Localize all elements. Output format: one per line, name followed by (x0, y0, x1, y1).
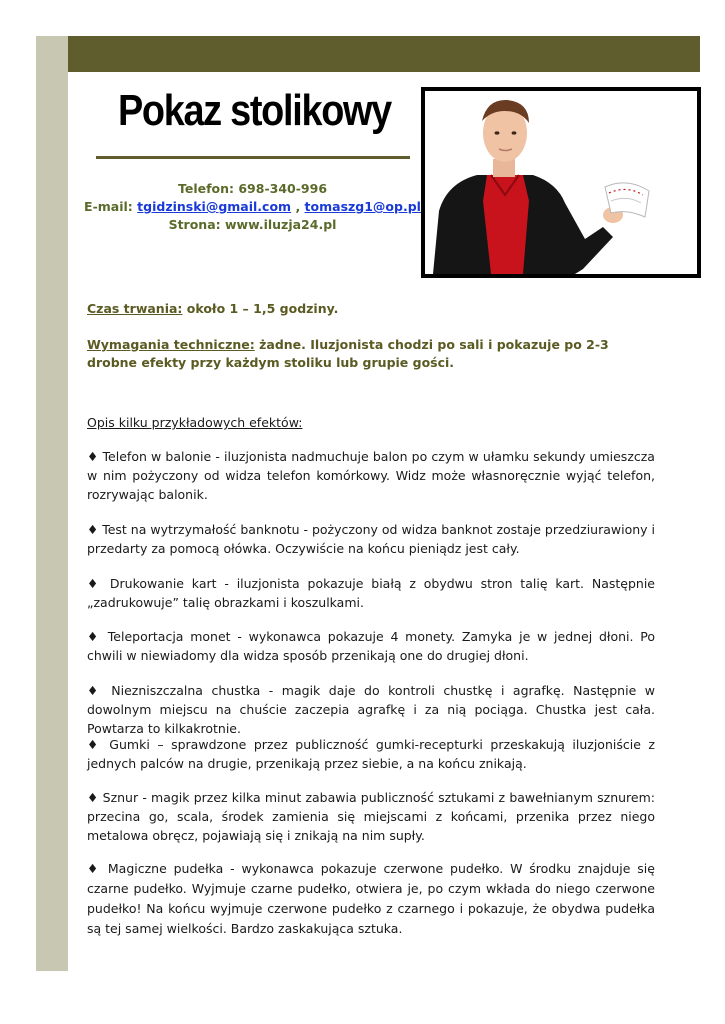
effect-text: Niezniszczalna chustka - magik daje do kontroli chustkę i agrafkę. Następnie w dowolnym miejscu na chuście zaczepia agrafkę i za nią pociąga. Chustka jest cała. Powtarza to kilkakrotnie. (87, 683, 655, 736)
effect-item (87, 574, 655, 612)
email-label: E-mail: (84, 199, 133, 214)
header-decor-bar (68, 36, 700, 72)
bullet-icon: ♦ (87, 790, 99, 805)
bullet-icon: ♦ (87, 522, 99, 537)
requirements-label: Wymagania techniczne: (87, 337, 255, 352)
side-decor-bar (36, 36, 68, 971)
page-title: Pokaz stolikowy (117, 86, 391, 135)
duration-value: około 1 – 1,5 godziny. (186, 301, 339, 316)
website-label: Strona: (168, 217, 221, 232)
effect-text: Magiczne pudełka - wykonawca pokazuje czerwone pudełko. W środku znajduje się czarne pudełko. Wyjmuje czarne pudełko, otwiera je, po czym wkłada do niego czerwone pudełko! Na końcu wyjmuje czerwone pudełko z czarnego i pokazuje, że obydwa pudełka są tej samej wielkości. Bardzo zaskakująca sztuka. (87, 861, 655, 936)
effect-text: Gumki – sprawdzone przez publiczność gumki-recepturki przeskakują iluzjoniście z jednych palców na drugie, przenikają przez siebie, a na końcu znikają. (87, 737, 655, 771)
effect-item (87, 447, 655, 504)
phone-line (80, 181, 425, 196)
website-url: www.iluzja24.pl (225, 217, 337, 232)
effect-text: Telefon w balonie - iluzjonista nadmuchuje balon po czym w ułamku sekundy umieszcza w nim pożyczony od widza telefon komórkowy. Widz może własnoręcznie wyjąć telefon, rozrywając balonik. (87, 449, 655, 502)
magician-photo (421, 87, 701, 278)
email-link-2[interactable]: tomaszg1@op.pl (304, 199, 421, 214)
requirements-block (87, 336, 653, 372)
bullet-icon: ♦ (87, 449, 99, 464)
effect-item (87, 681, 655, 738)
effects-heading-text: Opis kilku przykładowych efektów: (87, 415, 303, 430)
phone-label: Telefon: (177, 181, 234, 196)
effect-item (87, 859, 655, 939)
title-underline (96, 156, 410, 159)
bullet-icon: ♦ (87, 683, 103, 698)
effect-text: Test na wytrzymałość banknotu - pożyczony od widza banknot zostaje przedziurawiony i przedarty za pomocą ołówka. Oczywiście na końcu pieniądz jest cały. (87, 522, 656, 556)
effect-text: Teleportacja monet - wykonawca pokazuje 4 monety. Zamyka je w jednej dłoni. Po chwili w niewiadomy dla widza sposób przenikają one do drugiej dłoni. (87, 629, 655, 663)
effect-text: Sznur - magik przez kilka minut zabawia publiczność sztukami z bawełnianym sznurem: przecina go, scala, środek zamienia się miejscami z końcami, przenika przez niego metalowa obręcz, pojawiają się i znikają na nim supły. (87, 790, 655, 843)
effect-item (87, 735, 655, 773)
website-line (80, 217, 425, 232)
effect-item (87, 788, 655, 845)
magician-illustration (425, 91, 697, 274)
bullet-icon: ♦ (87, 576, 103, 591)
phone-number: 698-340-996 (238, 181, 328, 196)
email-separator: , (295, 199, 301, 214)
bullet-icon: ♦ (87, 629, 102, 644)
email-link-1[interactable]: tgidzinski@gmail.com (137, 199, 292, 214)
effect-text: Drukowanie kart - iluzjonista pokazuje białą z obydwu stron talię kart. Następnie „zadrukowuje” talię obrazkami i koszulkami. (87, 576, 655, 610)
effect-item (87, 627, 655, 665)
bullet-icon: ♦ (87, 737, 102, 752)
effect-item (87, 520, 655, 558)
duration-label: Czas trwania: (87, 301, 183, 316)
effects-heading (87, 413, 653, 432)
bullet-icon: ♦ (87, 861, 102, 876)
email-line (80, 199, 425, 214)
requirements-value: żadne. Iluzjonista chodzi po sali i pokazuje po 2-3 drobne efekty przy każdym stoliku lub grupie gości. (87, 337, 609, 370)
duration-line (87, 299, 653, 318)
